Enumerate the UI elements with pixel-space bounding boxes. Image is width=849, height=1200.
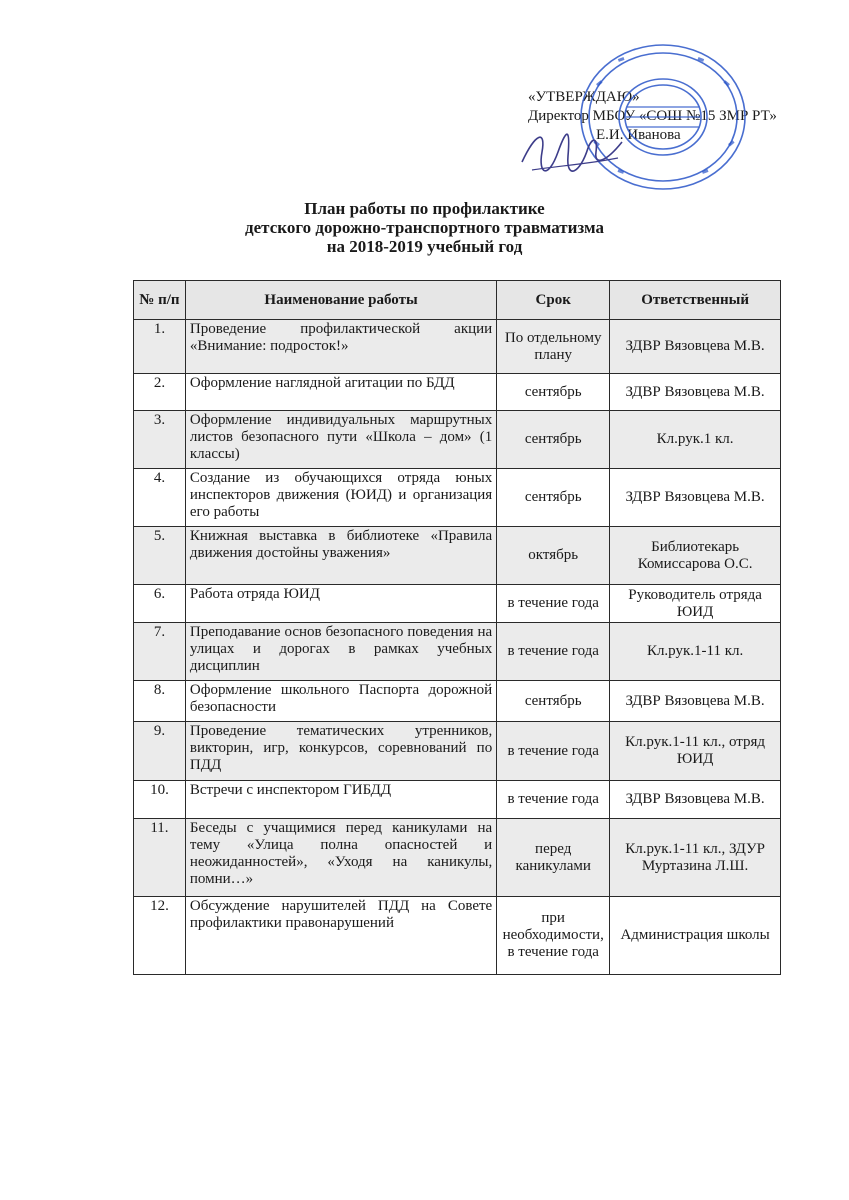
table-row (134, 781, 781, 819)
row-term: в течение года (497, 722, 610, 781)
table-header-row (134, 281, 781, 320)
title-line-3: на 2018-2019 учебный год (326, 237, 523, 256)
row-resp: Кл.рук.1-11 кл., отряд ЮИД (610, 722, 781, 781)
row-resp: ЗДВР Вязовцева М.В. (610, 469, 781, 527)
table-row (134, 374, 781, 411)
work-plan-table (133, 280, 781, 975)
table-row (134, 819, 781, 897)
row-num: 10. (134, 781, 186, 819)
row-resp: Библиотекарь Комиссарова О.С. (610, 527, 781, 585)
row-name: Оформление наглядной агитации по БДД (185, 374, 496, 411)
row-num: 4. (134, 469, 186, 527)
row-num: 1. (134, 320, 186, 374)
row-term: в течение года (497, 781, 610, 819)
row-num: 2. (134, 374, 186, 411)
row-name: Встречи с инспектором ГИБДД (185, 781, 496, 819)
row-term: сентябрь (497, 374, 610, 411)
row-term: в течение года (497, 585, 610, 623)
table-row (134, 585, 781, 623)
table-row (134, 623, 781, 681)
title-line-2: детского дорожно-транспортного травматизма (245, 218, 604, 237)
row-term: в течение года (497, 623, 610, 681)
row-term: сентябрь (497, 681, 610, 722)
table-row (134, 681, 781, 722)
approver-name: Е.И. Иванова (596, 127, 681, 143)
header-resp: Ответственный (610, 281, 781, 320)
row-num: 6. (134, 585, 186, 623)
row-name: Работа отряда ЮИД (185, 585, 496, 623)
header-name: Наименование работы (185, 281, 496, 320)
row-name: Книжная выставка в библиотеке «Правила движения достойны уважения» (185, 527, 496, 585)
row-term: при необходимости, в течение года (497, 897, 610, 975)
row-num: 8. (134, 681, 186, 722)
row-term: октябрь (497, 527, 610, 585)
row-name: Беседы с учащимися перед каникулами на тему «Улица полна опасностей и неожиданностей», «Уходя на каникулы, помни…» (185, 819, 496, 897)
row-name: Оформление индивидуальных маршрутных листов безопасного пути «Школа – дом» (1 классы) (185, 411, 496, 469)
row-resp: ЗДВР Вязовцева М.В. (610, 320, 781, 374)
row-term: По отдельному плану (497, 320, 610, 374)
header-num: № п/п (134, 281, 186, 320)
document-title (0, 199, 849, 256)
row-resp: ЗДВР Вязовцева М.В. (610, 681, 781, 722)
row-num: 5. (134, 527, 186, 585)
row-resp: Кл.рук.1 кл. (610, 411, 781, 469)
table-row (134, 320, 781, 374)
row-name: Преподавание основ безопасного поведения на улицах и дорогах в рамках учебных дисциплин (185, 623, 496, 681)
row-name: Проведение тематических утренников, викторин, игр, конкурсов, соревнований по ПДД (185, 722, 496, 781)
table-row (134, 722, 781, 781)
row-resp: Администрация школы (610, 897, 781, 975)
approver-position: Директор МБОУ «СОШ №15 ЗМР РТ» (528, 108, 777, 124)
approval-heading: «УТВЕРЖДАЮ» (528, 89, 640, 105)
table-row (134, 469, 781, 527)
table-row (134, 897, 781, 975)
header-term: Срок (497, 281, 610, 320)
table-row (134, 411, 781, 469)
director-signature (518, 122, 628, 184)
row-term: перед каникулами (497, 819, 610, 897)
row-term: сентябрь (497, 411, 610, 469)
row-name: Обсуждение нарушителей ПДД на Совете профилактики правонарушений (185, 897, 496, 975)
row-resp: ЗДВР Вязовцева М.В. (610, 781, 781, 819)
row-resp: Кл.рук.1-11 кл., ЗДУР Муртазина Л.Ш. (610, 819, 781, 897)
row-resp: Руководитель отряда ЮИД (610, 585, 781, 623)
row-resp: ЗДВР Вязовцева М.В. (610, 374, 781, 411)
row-num: 11. (134, 819, 186, 897)
table-row (134, 527, 781, 585)
row-num: 3. (134, 411, 186, 469)
row-name: Оформление школьного Паспорта дорожной безопасности (185, 681, 496, 722)
row-term: сентябрь (497, 469, 610, 527)
row-num: 9. (134, 722, 186, 781)
row-resp: Кл.рук.1-11 кл. (610, 623, 781, 681)
row-num: 12. (134, 897, 186, 975)
row-name: Проведение профилактической акции «Внимание: подросток!» (185, 320, 496, 374)
row-num: 7. (134, 623, 186, 681)
row-name: Создание из обучающихся отряда юных инспекторов движения (ЮИД) и организация его работы (185, 469, 496, 527)
title-line-1: План работы по профилактике (304, 199, 545, 218)
